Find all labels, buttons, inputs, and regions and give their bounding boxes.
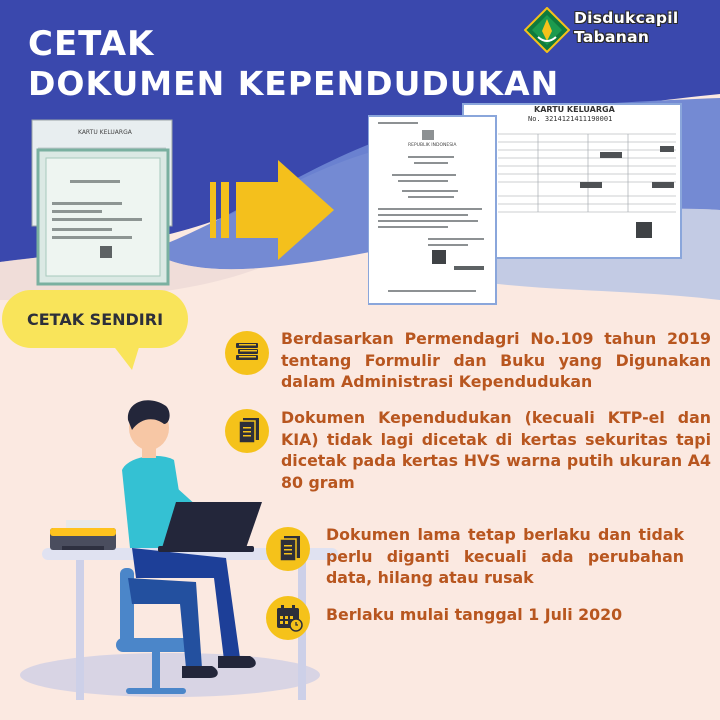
title-line-1: CETAK	[28, 24, 155, 64]
calendar-icon	[266, 596, 310, 640]
info-item-1	[281, 328, 711, 393]
title-line-2: DOKUMEN KEPENDUDUKAN	[28, 64, 560, 103]
info-item-text: Berdasarkan Permendagri No.109 tahun 2019 tentang Formulir dan Buku yang Digunakan dalam Administrasi Kependudukan	[281, 329, 711, 391]
speech-bubble	[0, 290, 200, 380]
info-item-4	[326, 604, 656, 626]
certificate-heading: REPUBLIK INDONESIA	[408, 143, 457, 148]
info-item-text: Dokumen lama tetap berlaku dan tidak perlu diganti kecuali ada perubahan data, hilang atau rusak	[326, 525, 684, 587]
documents-icon	[266, 527, 310, 571]
info-item-2	[281, 407, 711, 493]
brand-line-2: Tabanan	[574, 28, 650, 46]
info-item-3	[326, 524, 684, 589]
kk-heading: KARTU KELUARGA	[534, 105, 615, 114]
brand-line-1: Disdukcapil	[574, 9, 679, 27]
new-documents-image	[368, 100, 688, 310]
old-kk-heading: KARTU KELUARGA	[78, 129, 132, 136]
logo-emblem	[524, 7, 570, 53]
info-item-text: Dokumen Kependudukan (kecuali KTP-el dan KIA) tidak lagi dicetak di kertas sekuritas tapi dicetak pada kertas HVS warna putih ukuran A4 80 gram	[281, 408, 711, 492]
documents-icon	[225, 409, 269, 453]
cetak-sendiri-label: CETAK SENDIRI	[26, 310, 164, 329]
info-item-text: Berlaku mulai tanggal 1 Juli 2020	[326, 605, 623, 624]
right-arrow-icon	[210, 160, 340, 280]
kk-number: No. 3214121411190001	[528, 115, 613, 123]
books-icon	[225, 331, 269, 375]
old-documents-image	[30, 118, 176, 288]
